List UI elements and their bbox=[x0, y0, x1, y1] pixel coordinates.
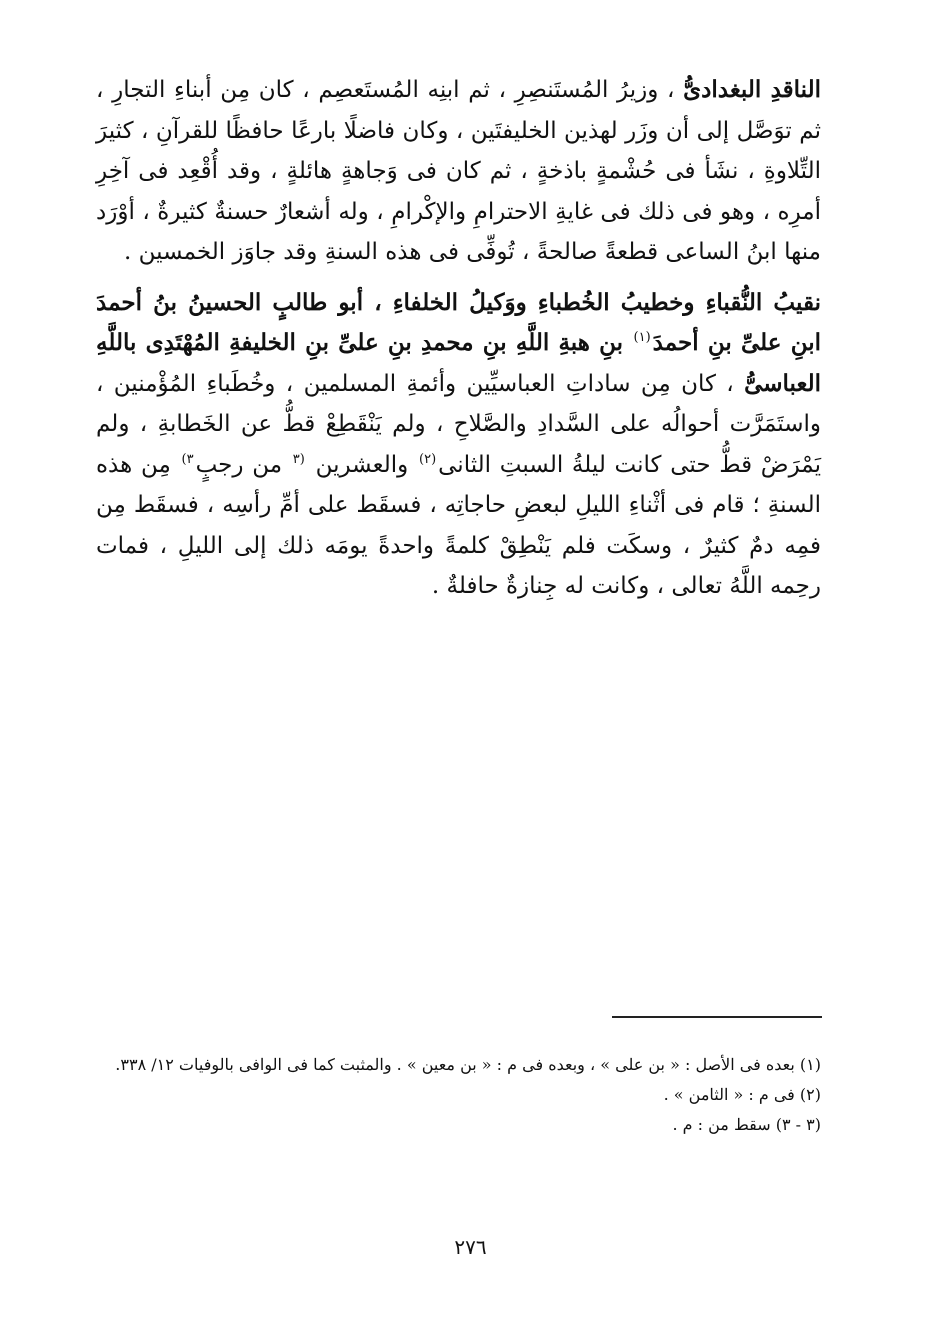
paragraph-1 bbox=[96, 70, 821, 273]
footnote-2: (٢) فى م : « الثامن » . bbox=[663, 1085, 821, 1104]
footnote-3: (٣ - ٣) سقط من : م . bbox=[672, 1115, 821, 1134]
paragraph-2-text-4: مِن هذه السنةِ ؛ قام فى أثْناءِ الليلِ لبعضِ حاجاتِه ، فسقَط على أمِّ رأسِه ، فسقَط مِن فمِه دمٌ كثيرٌ ، وسكَت فلم يَنْطِقْ كلمةً واحدةً يومَه ذلك إلى الليلِ ، فمات رحِمه اللَّهُ تعالى ، وكانت له جِنازةٌ حافلةٌ . bbox=[96, 451, 821, 599]
footnote-ref-3-open: (٣ bbox=[292, 451, 305, 467]
footnote-ref-2: (٢) bbox=[419, 451, 437, 467]
paragraph-2-text-3: من رجبٍ bbox=[195, 451, 283, 478]
paragraph-1-body: ، وزيرُ المُستَنصِرِ ، ثم ابنِه المُستَعصِم ، كان مِن أبناءِ التجارِ ، ثم توَصَّل إلى أن وزَر لهذين الخليفتَين ، وكان فاضلًا بارعًا حافظًا للقرآنِ ، كثيرَ التِّلاوةِ ، نشَأ فى حُشْمةٍ باذخةٍ ، ثم كان فى وَجاهةٍ هائلةٍ ، وقد أُقْعِد فى آخِرِ أمرِه ، وهو فى ذلك فى غايةِ الاحترامِ والإكْرامِ ، وله أشعارٌ حسنةٌ كثيرةٌ ، أوْرَد منها ابنُ الساعى قطعةً صالحةً ، تُوفِّى فى هذه السنةِ وقد جاوَز الخمسين . bbox=[96, 77, 821, 265]
footnote-1: (١) بعده فى الأصل : « بن على » ، وبعده فى م : « بن معين » . والمثبت كما فى الوافى بالوفيات ١٢/ ٣٣٨. bbox=[115, 1055, 821, 1074]
paragraph-2-text-1: ، كان مِن ساداتِ العباسيِّين وأئمةِ المسلمين ، وخُطَباءِ المُؤْمنين ، واستَمَرَّت أحوالُه على السَّدادِ والصَّلاحِ ، ولم يَنْقَطِعْ قطُّ عن الخَطابةِ ، ولم يَمْرَضْ قطُّ حتى كانت ليلةُ السبتِ الثانى bbox=[96, 370, 821, 478]
page-number: ٢٧٦ bbox=[454, 1235, 487, 1259]
name-heading-part-2: بنِ هبةِ اللَّهِ بنِ محمدِ بنِ علىِّ بنِ الخليفةِ المُهْتَدِى باللَّهِ العباسىُّ bbox=[96, 329, 821, 397]
footnotes bbox=[96, 1050, 821, 1140]
main-text bbox=[96, 70, 821, 607]
paragraph-2 bbox=[96, 283, 821, 607]
footnote-divider bbox=[612, 1016, 822, 1018]
name-lead: الناقدِ البغدادىُّ bbox=[683, 76, 822, 103]
paragraph-2-text-2: والعشرين bbox=[315, 451, 409, 478]
footnote-ref-3-close: ٣) bbox=[181, 451, 194, 467]
footnote-ref-1: (١) bbox=[633, 330, 651, 346]
name-heading-part-1: نقيبُ النُّقباءِ وخطيبُ الخُطباءِ ووَكيلُ الخلفاءِ ، أبو طالبٍ الحسينُ بنُ أحمدَ ابنِ علىِّ بنِ أحمدَ bbox=[96, 288, 822, 356]
